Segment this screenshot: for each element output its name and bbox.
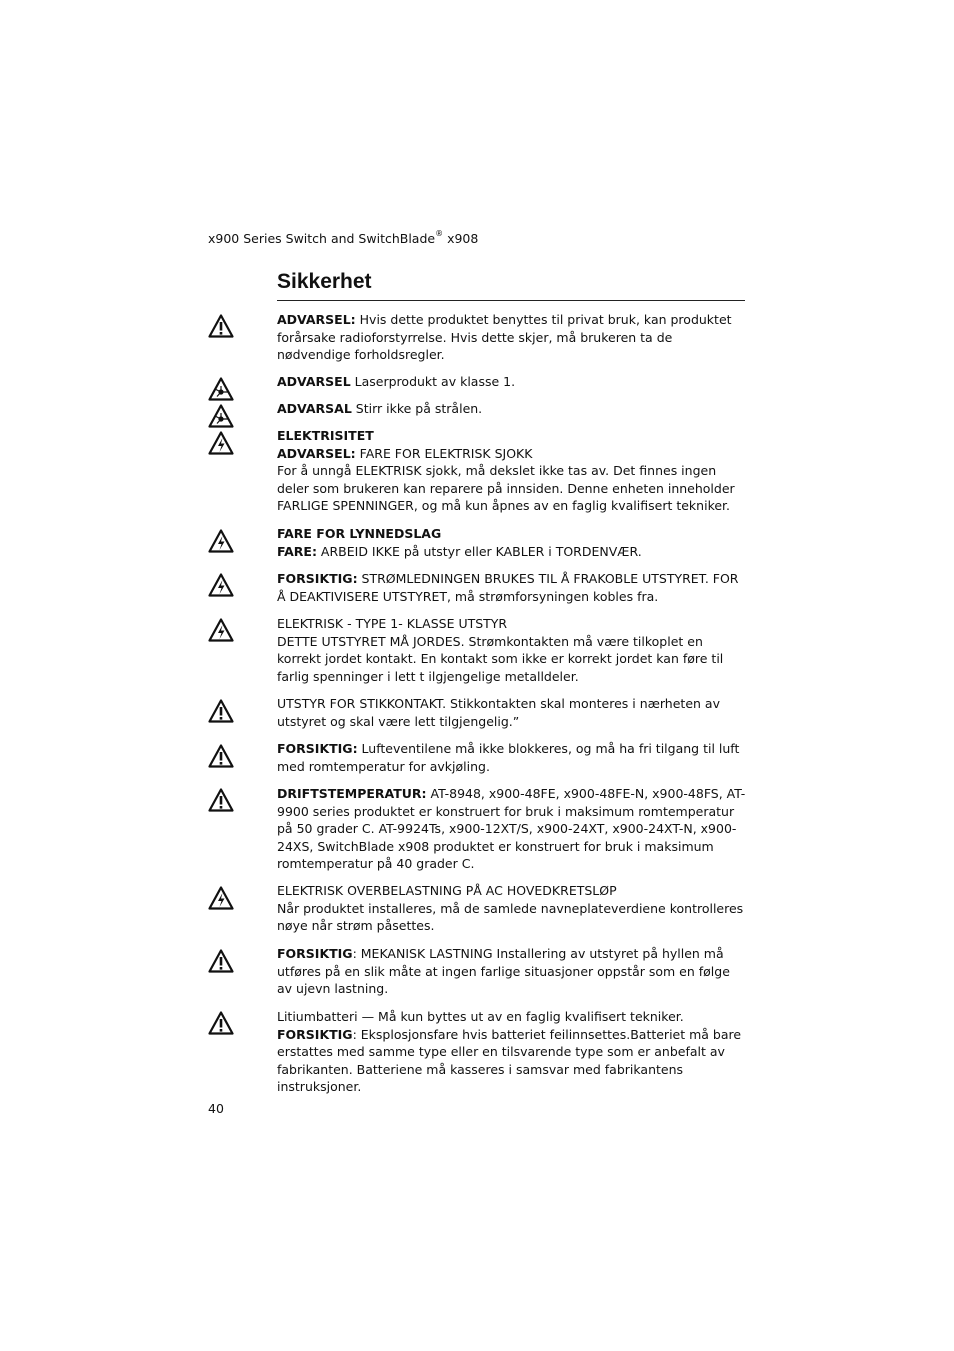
warning-electricity (277, 427, 747, 515)
warning-lithium-battery (277, 1008, 747, 1096)
electrical-hazard-icon (208, 886, 234, 910)
header-text: x900 Series Switch and SwitchBlade (208, 231, 436, 246)
warning-line1: ELEKTRISK OVERBELASTNING PÅ AC HOVEDKRETSLØP (277, 883, 617, 898)
warning-triangle-icon (208, 949, 234, 973)
warning-label: FORSIKTIG (277, 946, 353, 961)
laser-warning-icon (208, 404, 234, 428)
warning-label: ADVARSAL (277, 401, 352, 416)
warning-line2: DETTE UTSTYRET MÅ JORDES. Strømkontakten må være tilkoplet en korrekt jordet kontakt. En kontakt som ikke er korrekt jordet kan føre til farlig spenninger i lett t ilgjengelige metalldeler. (277, 633, 724, 684)
warning-text: Stirr ikke på strålen. (351, 401, 483, 416)
warning-text: AT-8948, x900-48FE, x900-48FE-N, x900-48FS, AT-9900 series produktet er konstruert for bruk i maksimum romtemperatur på 50 grader C. AT-9924Ts, x900-12XT/S, x900-24XT, x900-24XT-N, x900-24XS, SwitchBlade x908 produktet er konstruert for bruk i maksimum romtemperatur på 40 grader C. (277, 786, 746, 872)
electrical-hazard-icon (208, 573, 234, 597)
warning-operating-temperature (277, 785, 747, 873)
electrical-hazard-icon (208, 529, 234, 553)
warning-triangle-icon (208, 788, 234, 812)
warning-socket-outlet (277, 695, 747, 730)
running-header (208, 231, 478, 246)
electrical-hazard-icon (208, 431, 234, 455)
warning-lightning (277, 525, 747, 560)
warning-text: Lufteventilene må ikke blokkeres, og må ha fri tilgang til luft med romtemperatur for avkjøling. (277, 741, 740, 774)
warning-body: For å unngå ELEKTRISK sjokk, må dekslet ikke tas av. Det finnes ingen deler som brukeren kan reparere på innsiden. Denne enheten inneholder FARLIGE SPENNINGER, og må kun åpnes av en faglig kvalifisert tekniker. (277, 463, 735, 514)
warning-label: ADVARSEL: (277, 312, 356, 327)
warning-text: FARE FOR ELEKTRISK SJOKK (355, 445, 533, 461)
warning-label: FORSIKTIG (277, 1026, 353, 1042)
warning-radio-interference (277, 311, 747, 364)
warning-text: : MEKANISK LASTNING Installering av utstyret på hyllen må utføres på en slik måte at ingen farlige situasjoner oppstår som en følge av ujevn lastning. (277, 946, 730, 997)
warning-triangle-icon (208, 744, 234, 768)
registered-mark: ® (435, 229, 444, 238)
warning-triangle-icon (208, 1011, 234, 1035)
warning-mechanical-loading (277, 945, 747, 998)
warning-text: Laserprodukt av klasse 1. (350, 374, 516, 389)
warning-text: : Eksplosjonsfare hvis batteriet feilinnsettes.Batteriet må bare erstattes med samme type eller en tilsvarende type som er anbefalt av fabrikanten. Batteriene må kasseres i samsvar med fabrikantens instruksjoner. (277, 1026, 742, 1095)
warning-line1: ELEKTRISK - TYPE 1- KLASSE UTSTYR (277, 616, 508, 631)
warning-label: FORSIKTIG: (277, 741, 358, 756)
warning-label: FARE: (277, 543, 317, 559)
warning-triangle-icon (208, 699, 234, 723)
warning-triangle-icon (208, 314, 234, 338)
warning-text: Hvis dette produktet benyttes til privat bruk, kan produktet forårsake radioforstyrrelse. Hvis dette skjer, må brukeren ta de nødvendige forholdsregler. (277, 312, 732, 363)
header-suffix: x908 (443, 231, 479, 246)
page-title: Sikkerhet (277, 270, 372, 293)
warning-label: DRIFTSTEMPERATUR: (277, 786, 427, 801)
warning-text: UTSTYR FOR STIKKONTAKT. Stikkontakten skal monteres i nærheten av utstyret og skal være lett tilgjengelig.” (277, 696, 720, 729)
warning-label: ADVARSEL (277, 374, 351, 389)
warning-laser-beam (277, 400, 747, 418)
warning-line1: Litiumbatteri — Må kun byttes ut av en faglig kvalifisert tekniker. (277, 1009, 684, 1024)
warning-heading: ELEKTRISITET (277, 428, 374, 443)
page-number: 40 (208, 1101, 224, 1116)
warning-text: STRØMLEDNINGEN BRUKES TIL Å FRAKOBLE UTSTYRET. FOR Å DEAKTIVISERE UTSTYRET, må strømforsyningen kobles fra. (277, 571, 739, 604)
laser-warning-icon (208, 377, 234, 401)
warning-ventilation (277, 740, 747, 775)
electrical-hazard-icon (208, 618, 234, 642)
warning-heading: FARE FOR LYNNEDSLAG (277, 526, 442, 541)
warning-class1-equipment (277, 615, 747, 685)
warning-line2: Når produktet installeres, må de samlede navneplateverdiene kontrolleres nøye når strøm påsettes. (277, 900, 744, 934)
warning-label: ADVARSEL: (277, 445, 356, 461)
title-rule (277, 300, 745, 301)
warning-overload (277, 882, 747, 935)
warning-laser-product (277, 373, 747, 391)
warning-text: ARBEID IKKE på utstyr eller KABLER i TORDENVÆR. (316, 543, 642, 559)
warning-label: FORSIKTIG: (277, 571, 358, 586)
warning-power-cord (277, 570, 747, 605)
